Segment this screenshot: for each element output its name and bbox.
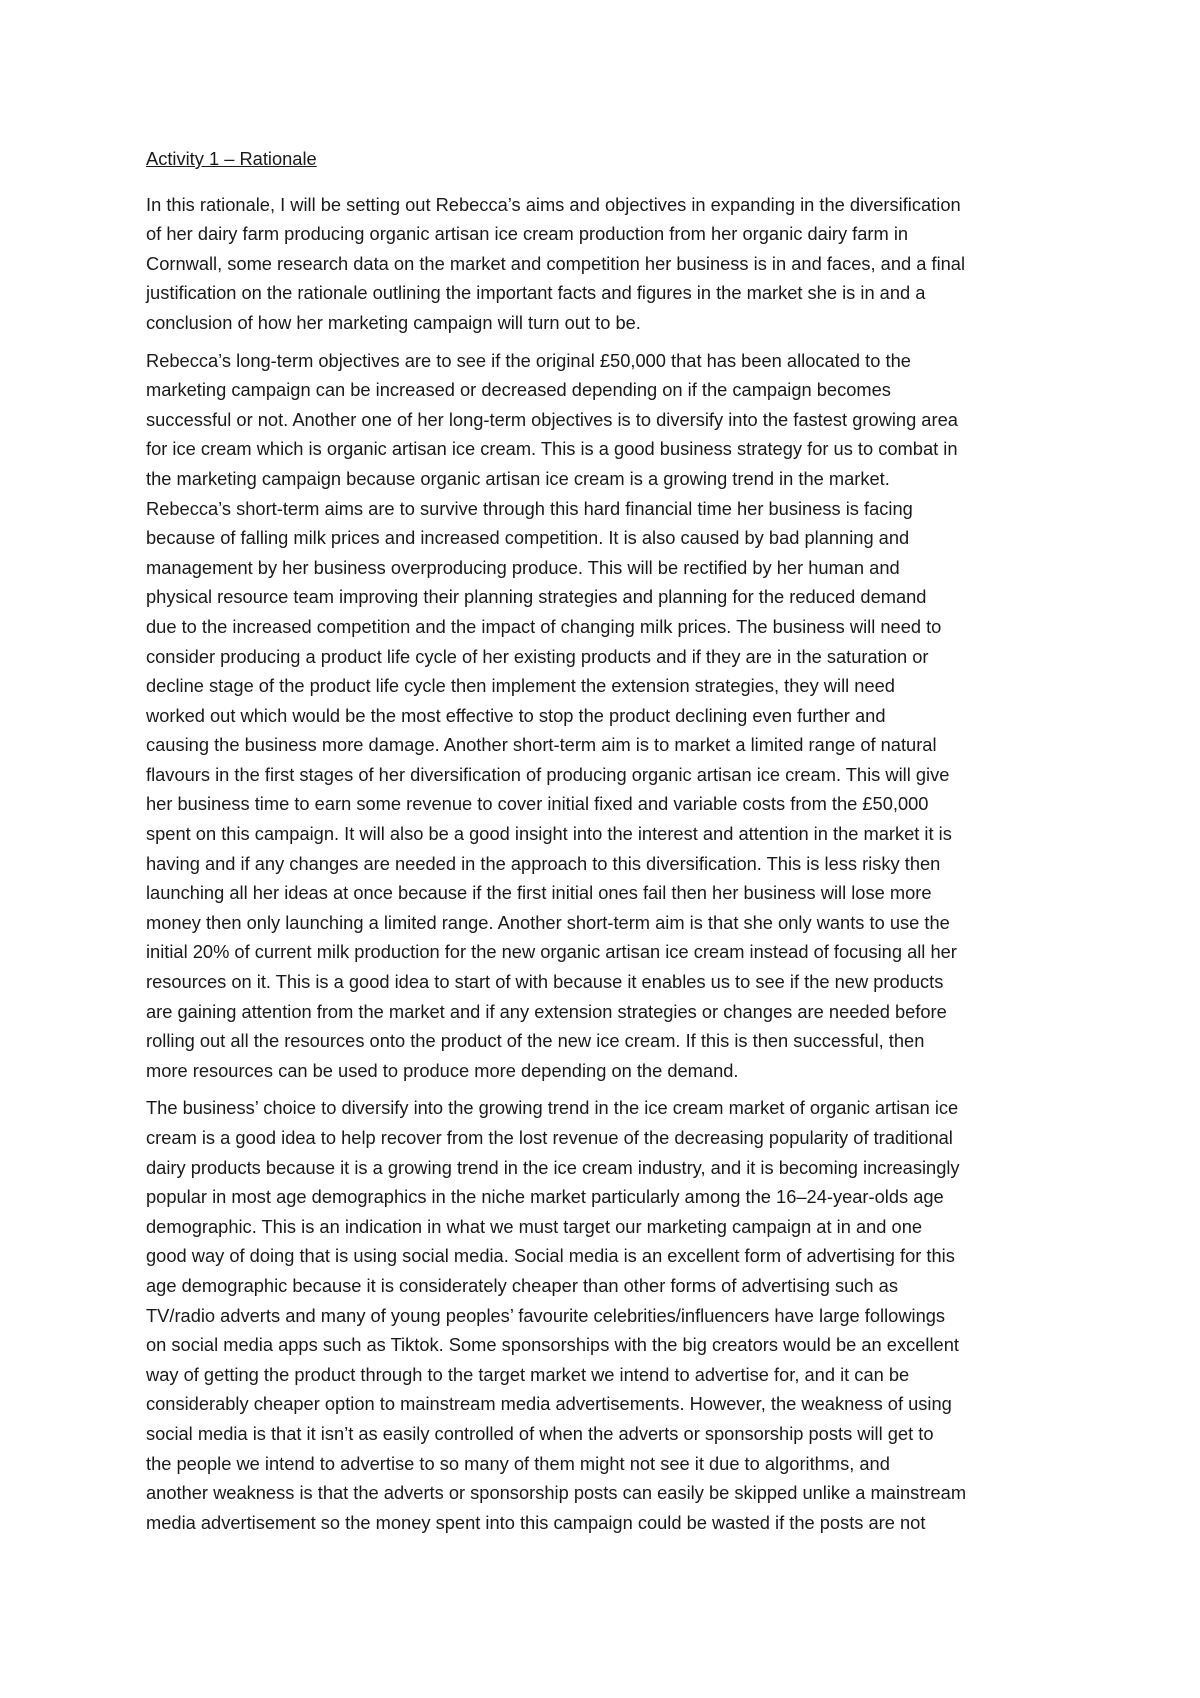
text-line: are gaining attention from the market and if any extension strategies or changes are needed before <box>146 1000 947 1022</box>
text-line: media advertisement so the money spent into this campaign could be wasted if the posts are not <box>146 1511 926 1533</box>
text-line: In this rationale, I will be setting out Rebecca’s aims and objectives in expanding in the diversification <box>146 193 961 215</box>
text-line: cream is a good idea to help recover from the lost revenue of the decreasing popularity of traditional <box>146 1127 953 1148</box>
text-line: justification on the rationale outlining the important facts and figures in the market she is in and a <box>146 282 926 304</box>
text-line: TV/radio adverts and many of young peoples’ favourite celebrities/influencers have large followings <box>146 1304 946 1326</box>
text-line: good way of doing that is using social media. Social media is an excellent form of advertising for this <box>146 1245 955 1267</box>
text-line: money then only launching a limited range. Another short-term aim is that she only wants to use the <box>146 911 950 933</box>
text-line: worked out which would be the most effective to stop the product declining even further and <box>146 704 886 726</box>
text-line: rolling out all the resources onto the product of the new ice cream. If this is then successful, then <box>146 1030 925 1052</box>
text-line: the marketing campaign because organic artisan ice cream is a growing trend in the market. <box>146 467 890 489</box>
text-line: resources on it. This is a good idea to start of with because it enables us to see if the new products <box>146 971 944 993</box>
text-line: launching all her ideas at once because if the first initial ones fail then her business will lose more <box>146 882 932 904</box>
text-line: management by her business overproducing produce. This will be rectified by her human and <box>146 556 900 578</box>
text-line: way of getting the product through to the target market we intend to advertise for, and it can be <box>146 1363 910 1385</box>
text-line: initial 20% of current milk production for the new organic artisan ice cream instead of focusing all her <box>146 941 957 963</box>
text-line: age demographic because it is considerately cheaper than other forms of advertising such as <box>146 1274 898 1296</box>
text-line: flavours in the first stages of her diversification of producing organic artisan ice cream. This will give <box>146 763 950 785</box>
text-line: on social media apps such as Tiktok. Some sponsorships with the big creators would be an excellent <box>146 1334 959 1356</box>
text-line: her business time to earn some revenue to cover initial fixed and variable costs from the £50,000 <box>146 793 929 815</box>
paragraph <box>146 190 1061 338</box>
text-line: conclusion of how her marketing campaign will turn out to be. <box>146 311 641 333</box>
text-line: physical resource team improving their planning strategies and planning for the reduced demand <box>146 586 927 608</box>
text-line: another weakness is that the adverts or sponsorship posts can easily be skipped unlike a mainstream <box>146 1482 967 1504</box>
text-line: more resources can be used to produce more depending on the demand. <box>146 1059 739 1081</box>
text-line: dairy products because it is a growing trend in the ice cream industry, and it is becoming increasingly <box>146 1156 960 1178</box>
text-line: causing the business more damage. Another short-term aim is to market a limited range of natural <box>146 734 937 756</box>
text-line: Rebecca’s long-term objectives are to see if the original £50,000 that has been allocated to the <box>146 349 911 371</box>
paragraph <box>146 346 1061 1086</box>
document-page <box>146 144 1061 1545</box>
text-line: decline stage of the product life cycle then implement the extension strategies, they will need <box>146 675 895 697</box>
text-line: having and if any changes are needed in the approach to this diversification. This is less risky then <box>146 852 941 874</box>
text-line: considerably cheaper option to mainstream media advertisements. However, the weakness of using <box>146 1393 952 1415</box>
page-title: Activity 1 – Rationale <box>146 148 317 169</box>
text-line: of her dairy farm producing organic artisan ice cream production from her organic dairy farm in <box>146 223 909 245</box>
text-line: because of falling milk prices and increased competition. It is also caused by bad planning and <box>146 527 910 549</box>
text-line: social media is that it isn’t as easily controlled of when the adverts or sponsorship posts will get to <box>146 1422 934 1444</box>
text-line: for ice cream which is organic artisan ice cream. This is a good business strategy for us to combat in <box>146 438 958 460</box>
text-line: the people we intend to advertise to so many of them might not see it due to algorithms, and <box>146 1452 890 1474</box>
text-line: Rebecca’s short-term aims are to survive through this hard financial time her business is facing <box>146 497 913 519</box>
text-line: spent on this campaign. It will also be a good insight into the interest and attention in the market it is <box>146 823 952 845</box>
text-line: The business’ choice to diversify into the growing trend in the ice cream market of organic artisan ice <box>146 1097 959 1119</box>
text-line: demographic. This is an indication in what we must target our marketing campaign at in and one <box>146 1215 923 1237</box>
document-body <box>146 190 1061 1538</box>
text-line: popular in most age demographics in the niche market particularly among the 16–24-year-olds age <box>146 1186 944 1208</box>
text-line: consider producing a product life cycle of her existing products and if they are in the saturation or <box>146 645 929 667</box>
text-line: due to the increased competition and the impact of changing milk prices. The business will need to <box>146 615 942 637</box>
text-line: successful or not. Another one of her long-term objectives is to diversify into the fastest growing area <box>146 408 958 430</box>
paragraph <box>146 1093 1061 1537</box>
text-line: marketing campaign can be increased or decreased depending on if the campaign becomes <box>146 379 891 401</box>
text-line: Cornwall, some research data on the market and competition her business is in and faces, and a final <box>146 252 966 274</box>
